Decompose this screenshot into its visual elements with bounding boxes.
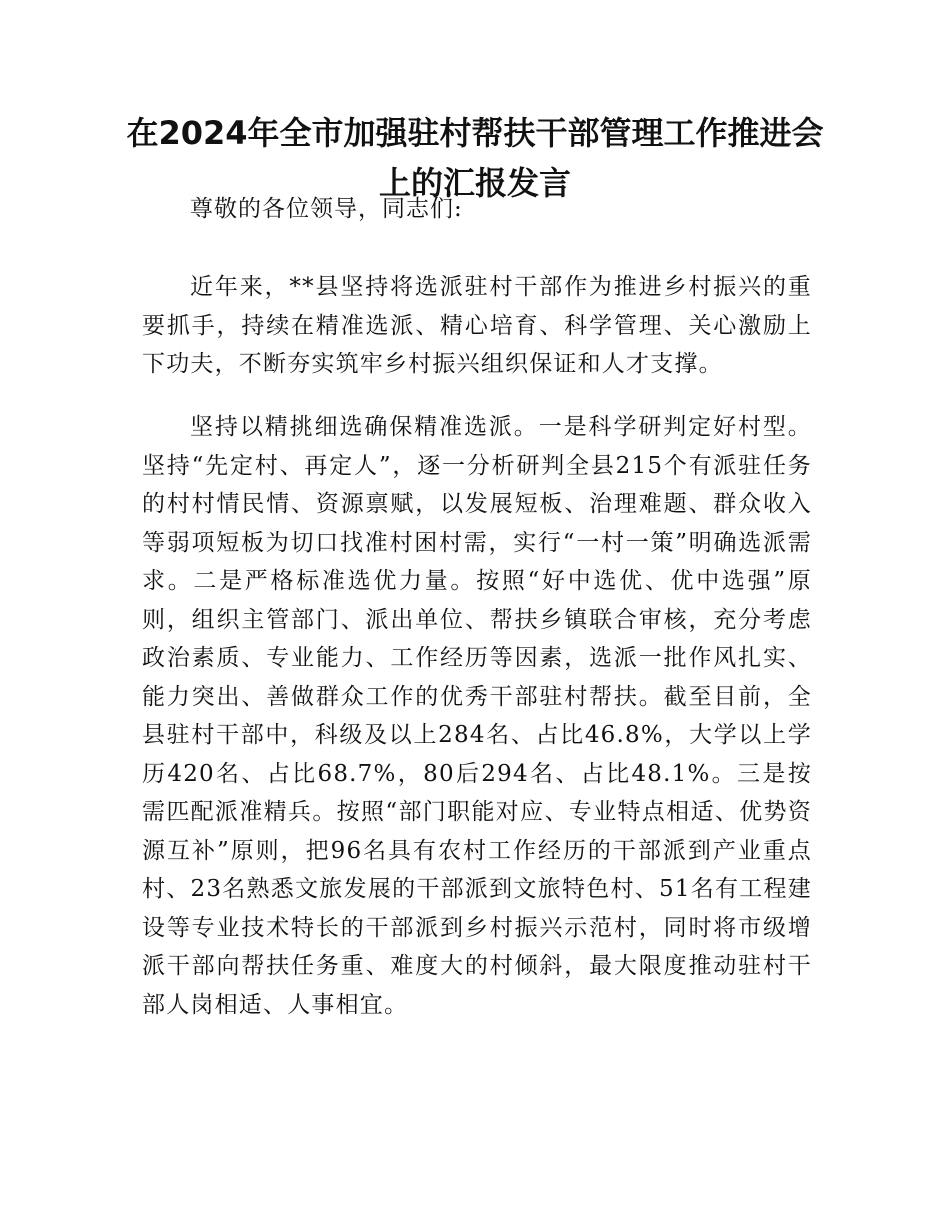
paragraph-selection: 坚持以精挑细选确保精准选派。一是科学研判定好村型。坚持“先定村、再定人”，逐一分析研判全县215个有派驻任务的村村情民情、资源禀赋，以发展短板、治理难题、群众收入等弱项短板为切口找准村困村需，实行“一村一策”明确选派需求。二是严格标准选优力量。按照“好中选优、优中选强”原则，组织主管部门、派出单位、帮扶乡镇联合审核，充分考虑政治素质、专业能力、工作经历等因素，选派一批作风扎实、能力突出、善做群众工作的优秀干部驻村帮扶。截至目前，全县驻村干部中，科级及以上284名、占比46.8%，大学以上学历420名、占比68.7%，80后294名、占比48.1%。三是按需匹配派准精兵。按照“部门职能对应、专业特点相适、优势资源互补”原则，把96名具有农村工作经历的干部派到产业重点村、23名熟悉文旅发展的干部派到文旅特色村、51名有工程建设等专业技术特长的干部派到乡村振兴示范村，同时将市级增派干部向帮扶任务重、难度大的村倾斜，最大限度推动驻村干部人岗相适、人事相宜。: [142, 414, 812, 1018]
paragraph-intro: 近年来，**县坚持将选派驻村干部作为推进乡村振兴的重要抓手，持续在精准选派、精心培育、科学管理、关心激励上下功夫，不断夯实筑牢乡村振兴组织保证和人才支撑。: [142, 274, 812, 377]
salutation: 尊敬的各位领导，同志们:: [190, 196, 463, 222]
document-title: 在2024年全市加强驻村帮扶干部管理工作推进会上的汇报发言: [126, 114, 824, 202]
